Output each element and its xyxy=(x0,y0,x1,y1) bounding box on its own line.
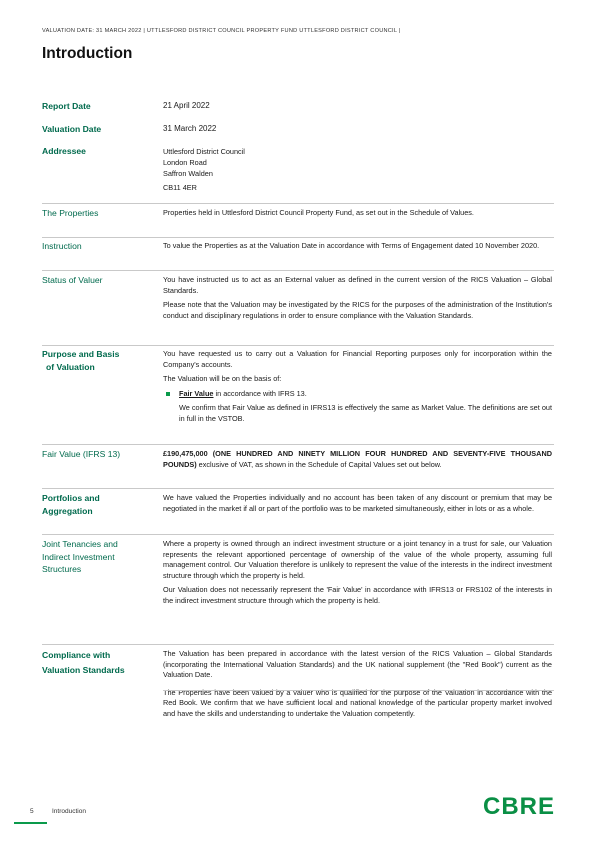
purpose-paragraph-1: You have requested us to carry out a Valuation for Financial Reporting purposes only for incorporation within the Company's accounts. xyxy=(163,349,552,369)
purpose-row xyxy=(42,348,554,441)
joint-paragraph-1: Where a property is owned through an indirect investment structure or a joint tenancy in a trust for sale, our Valuation represents the relevant apportioned percentage of ownership of the value of the whole property, assuming full management control. Our Valuation therefore is unlikely to represent the value of the interests in the indirect investment structure through which the property is held. xyxy=(163,539,552,580)
compliance-label xyxy=(42,648,157,678)
joint-tenancies-text xyxy=(163,539,552,611)
basis-bullet xyxy=(163,389,552,400)
cbre-logo-text: CBRE xyxy=(483,793,555,818)
portfolios-label xyxy=(42,492,157,517)
divider xyxy=(42,203,554,204)
addressee-label: Addressee xyxy=(42,146,86,156)
joint-tenancies-label xyxy=(42,538,157,576)
status-label: Status of Valuer xyxy=(42,275,103,285)
footer-accent-line xyxy=(14,822,47,824)
page-title: Introduction xyxy=(42,45,133,62)
purpose-paragraph-3: We confirm that Fair Value as defined in IFRS13 is effectively the same as Market Value. The definitions are set out in full in the VSTOB. xyxy=(179,403,552,423)
address-postcode: CB11 4ER xyxy=(163,183,197,192)
fair-value-term: Fair Value xyxy=(179,388,214,398)
status-text xyxy=(163,275,552,325)
joint-label-line-1: Joint Tenancies and xyxy=(42,539,118,549)
properties-text: Properties held in Uttlesford District Council Property Fund, as set out in the Schedule of Values. xyxy=(163,208,474,217)
portfolios-label-line-2: Aggregation xyxy=(42,505,93,516)
compliance-paragraph-1: The Valuation has been prepared in accordance with the latest version of the RICS Valuation – Global Standards (incorporating the International Valuation Standards) and the UK national supplement (the "Red Book") current as the Valuation Date. xyxy=(163,649,552,680)
status-paragraph-2: Please note that the Valuation may be investigated by the RICS for the purposes of the administration of the Institution's conduct and disciplinary regulations in order to ensure compliance with the Valuation Standards. xyxy=(163,300,552,320)
divider xyxy=(163,690,554,691)
joint-label-line-3: Structures xyxy=(42,564,82,574)
portfolios-row xyxy=(42,492,554,532)
divider xyxy=(42,488,554,489)
joint-label-line-2: Indirect Investment xyxy=(42,551,115,562)
valuation-date-row xyxy=(42,123,554,139)
running-header: VALUATION DATE: 31 MARCH 2022 | UTTLESFORD DISTRICT COUNCIL PROPERTY FUND UTTLESFORD DISTRICT COUNCIL | xyxy=(42,28,401,34)
fair-value-text xyxy=(163,449,552,470)
instruction-row xyxy=(42,240,554,268)
divider xyxy=(42,534,554,535)
cbre-logo xyxy=(483,792,555,823)
fair-value-amount: £190,475,000 (ONE HUNDRED AND NINETY MILLION FOUR HUNDRED AND SEVENTY-FIVE THOUSAND POUNDS) xyxy=(163,449,552,469)
report-date-row xyxy=(42,100,554,116)
purpose-label xyxy=(42,348,157,373)
status-row xyxy=(42,274,554,344)
purpose-paragraph-2: The Valuation will be on the basis of: xyxy=(163,374,282,384)
instruction-text: To value the Properties as at the Valuation Date in accordance with Terms of Engagement dated 10 November 2020. xyxy=(163,241,540,250)
portfolios-label-line-1: Portfolios and xyxy=(42,493,100,503)
valuation-date-label: Valuation Date xyxy=(42,124,102,134)
compliance-row xyxy=(42,648,554,748)
properties-label: The Properties xyxy=(42,208,99,218)
joint-paragraph-2: Our Valuation does not necessarily represent the 'Fair Value' in accordance with IFRS13 or FRS102 of the interests in the indirect investment structure through which the property is held. xyxy=(163,585,552,605)
report-date-label: Report Date xyxy=(42,101,91,111)
properties-row xyxy=(42,207,554,235)
address-line-1: Uttlesford District Council xyxy=(163,147,245,156)
purpose-text xyxy=(163,349,552,429)
report-date-value: 21 April 2022 xyxy=(163,101,210,110)
addressee-block xyxy=(163,146,552,193)
purpose-label-line-2: of Valuation xyxy=(46,361,95,372)
bullet-text: in accordance with IFRS 13. xyxy=(213,388,307,398)
divider xyxy=(42,270,554,271)
footer-section-label: Introduction xyxy=(52,808,86,815)
divider xyxy=(42,345,554,346)
status-paragraph-1: You have instructed us to act as an External valuer as defined in the current version of the RICS Valuation – Global Standards. xyxy=(163,275,552,295)
fair-value-rest: exclusive of VAT, as shown in the Schedule of Capital Values set out below. xyxy=(196,459,442,469)
portfolios-text: We have valued the Properties individually and no account has been taken of any discount or premium that may be negotiated in the market if all or part of the portfolio was to be marketed simultaneously, either in lots or as a whole. xyxy=(163,493,552,513)
compliance-text xyxy=(163,649,552,724)
addressee-row xyxy=(42,145,554,200)
page-number: 5 xyxy=(30,808,34,815)
compliance-label-line-2: Valuation Standards xyxy=(42,665,125,675)
compliance-label-line-1: Compliance with xyxy=(42,650,111,660)
fair-value-label: Fair Value (IFRS 13) xyxy=(42,449,121,459)
divider xyxy=(42,444,554,445)
divider xyxy=(42,644,554,645)
valuation-date-value: 31 March 2022 xyxy=(163,124,217,133)
instruction-label: Instruction xyxy=(42,241,82,251)
address-line-2: London Road xyxy=(163,158,207,167)
bullet-square-icon xyxy=(166,392,170,396)
cbre-logo-mark xyxy=(483,792,555,818)
fair-value-row xyxy=(42,448,554,486)
divider xyxy=(42,237,554,238)
address-line-3: Saffron Walden xyxy=(163,169,213,178)
compliance-paragraph-2: The Properties have been valued by a valuer who is qualified for the purpose of the Valuation in accordance with the Red Book. We confirm that we have sufficient local and national knowledge of the particular property market involved and have the skills and understanding to undertake the Valuation competently. xyxy=(163,687,552,718)
purpose-label-line-1: Purpose and Basis xyxy=(42,349,120,359)
joint-tenancies-row xyxy=(42,538,554,642)
